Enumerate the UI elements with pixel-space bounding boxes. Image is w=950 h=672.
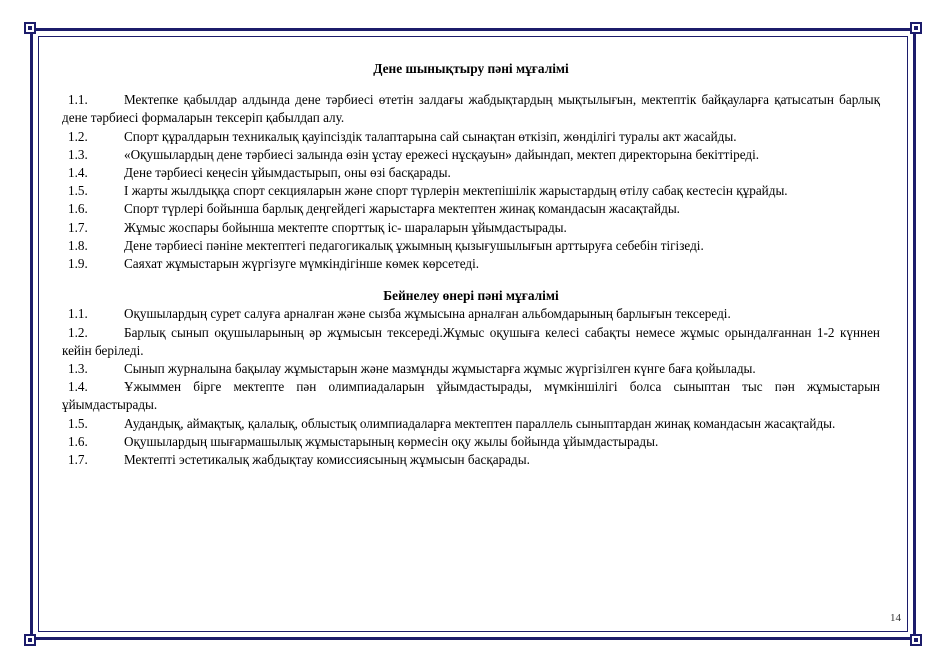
list-item: [62, 200, 880, 218]
list-item: [62, 360, 880, 378]
list-item: [62, 433, 880, 451]
list-item: [62, 451, 880, 469]
item-number: 1.6.: [68, 433, 88, 449]
item-text: Спорт түрлері бойынша барлық деңгейдегі жарыстарға мектептен жинақ командасын жасақтайды.: [124, 201, 680, 217]
item-number: 1.2.: [68, 128, 88, 144]
item-text: І жарты жылдыққа спорт секцияларын және спорт түрлерін мектепішілік жарыстардың өтілу сабақ кестесін құрайды.: [124, 183, 788, 199]
section-title-fine-arts: Бейнелеу өнері пәні мұғалімі: [383, 288, 559, 304]
item-text: Саяхат жұмыстарын жүргізуге мүмкіндігінше көмек көрсетеді.: [124, 256, 480, 272]
item-text: Спорт құралдарын техникалық қауіпсіздік талаптарына сай сынақтан өткізіп, жөнділігі туралы акт жасайды.: [124, 128, 737, 144]
item-text: Аудандық, аймақтық, қалалық, облыстық олимпиадаларға мектептен параллель сыныптардан жинақ командасын жасақтайды.: [124, 415, 836, 431]
list-item: [62, 219, 880, 237]
item-number: 1.5.: [68, 415, 88, 431]
list-item: [62, 164, 880, 182]
list-item: [62, 378, 880, 414]
list-item: [62, 324, 880, 360]
item-number: 1.3.: [68, 361, 88, 377]
item-text: Мектепті эстетикалық жабдықтау комиссиясының жұмысын басқарады.: [124, 452, 530, 468]
list-item: [62, 91, 880, 127]
item-number: 1.7.: [68, 219, 88, 235]
item-number: 1.1.: [68, 306, 88, 322]
item-number: 1.8.: [68, 237, 88, 253]
list-item: [62, 146, 880, 164]
item-text: Дене тәрбиесі кеңесін ұйымдастырып, оны өзі басқарады.: [124, 165, 451, 181]
item-text: Жұмыс жоспары бойынша мектепте спорттық іс- шараларын ұйымдастырады.: [124, 219, 567, 235]
list-item: [62, 415, 880, 433]
section-title-physical-education: Дене шынықтыру пәні мұғалімі: [373, 61, 569, 76]
list-item: [62, 128, 880, 146]
item-text: Сынып журналына бақылау жұмыстарын және мазмұнды жұмыстарға жұмыс жүргізілген күнге баға қойылады.: [124, 361, 756, 377]
item-text: Дене тәрбиесі пәніне мектептегі педагогикалық ұжымның қызығушылығын арттыруға себебін тігізеді.: [124, 237, 704, 253]
list-item: [62, 237, 880, 255]
item-number: 1.5.: [68, 183, 88, 199]
border-corner-ornament: [24, 634, 36, 646]
item-number: 1.7.: [68, 452, 88, 468]
border-corner-ornament: [910, 22, 922, 34]
item-text: «Оқушылардың дене тәрбиесі залында өзін ұстау ережесі нұсқауын» дайындап, мектеп директорына бекіттіреді.: [124, 146, 760, 162]
list-item: [62, 255, 880, 273]
border-corner-ornament: [910, 634, 922, 646]
item-number: 1.4.: [68, 165, 88, 181]
item-number: 1.4.: [68, 379, 88, 395]
list-item: [62, 182, 880, 200]
document-body: [62, 60, 880, 469]
item-text: Барлық сынып оқушыларының әр жұмысын тексереді.Жұмыс оқушыға келесі сабақты немесе жұмыс орындалғаннан 1-2 күннен кейін беріледі.: [62, 324, 880, 358]
list-item: [62, 305, 880, 323]
item-number: 1.1.: [68, 92, 88, 108]
page-number: 14: [890, 612, 901, 624]
item-text: Оқушылардың сурет салуға арналған және сызба жұмысына арналған альбомдарының барлығын тексереді.: [124, 306, 731, 322]
item-number: 1.3.: [68, 146, 88, 162]
item-number: 1.6.: [68, 201, 88, 217]
item-number: 1.2.: [68, 324, 88, 340]
item-text: Оқушылардың шығармашылық жұмыстарының көрмесін оқу жылы бойында ұйымдастырады.: [124, 433, 659, 449]
item-text: Мектепке қабылдар алдында дене тәрбиесі өтетін залдағы жабдықтардың мықтылығын, мектептік байқауларға қатысатын барлық дене тәрбиесі формаларын тексеріп қабылдап алу.: [62, 92, 880, 126]
item-number: 1.9.: [68, 256, 88, 272]
item-text: Ұжыммен бірге мектепте пән олимпиадаларын ұйымдастырады, мүмкіншілігі болса сыныптан тыс пән жұмыстарын ұйымдастырады.: [62, 379, 880, 413]
border-corner-ornament: [24, 22, 36, 34]
